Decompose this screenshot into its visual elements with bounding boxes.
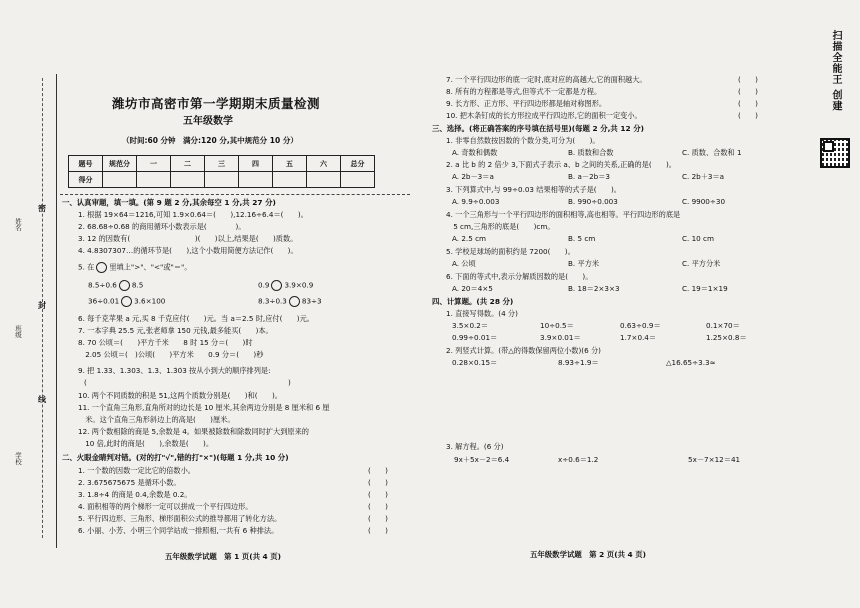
score-header-cell: 五	[273, 156, 307, 172]
question-7: 7. 一本字典 25.5 元,张老师拿 150 元钱,最多能买( )本。	[78, 326, 273, 335]
calc-1-title: 1. 直接写得数。(4 分)	[446, 309, 518, 318]
choice-option: A. 公顷	[452, 259, 476, 268]
choice-option: C. 19＝1×19	[682, 284, 728, 293]
score-entry-cell	[205, 172, 239, 188]
judge-3: 3. 1.8÷4 的商是 0.4,余数是 0.2。	[78, 490, 192, 499]
question-5-prefix: 5. 在	[78, 262, 95, 272]
score-entry-cell	[137, 172, 171, 188]
judge-paren[interactable]: ( )	[368, 466, 388, 475]
judge-9: 9. 长方形、正方形、平行四边形都是轴对称图形。	[446, 99, 607, 108]
score-header-cell: 二	[171, 156, 205, 172]
calc-2-title: 2. 列竖式计算。(带△的得数保留两位小数)(6 分)	[446, 346, 601, 355]
choice-option: B. 990÷0.003	[568, 197, 618, 206]
choice-6: 6. 下面的等式中,表示分解质因数的是( )。	[446, 272, 593, 281]
score-entry-cell	[273, 172, 307, 188]
judge-paren[interactable]: ( )	[738, 87, 758, 96]
calc-item: 10÷0.5＝	[540, 321, 574, 330]
question-4: 4. 4.8307307…的循环节是( ),这个小数用简便方法记作( )。	[78, 246, 298, 255]
right-footer: 五年级数学试题 第 2 页(共 4 页)	[530, 550, 647, 559]
question-3: 3. 12 的因数有( )( )以上,结果是( )质数。	[78, 234, 298, 243]
calc-item: 1.25×0.8＝	[706, 333, 747, 342]
score-table	[68, 155, 375, 188]
equation-item: 9x＋5x－2＝6.4	[454, 455, 510, 464]
choice-option: A. 9.9÷0.003	[452, 197, 500, 206]
compare-row-2-left	[88, 296, 165, 307]
binding-line	[42, 78, 43, 538]
exam-subtitle: 五年级数学	[183, 116, 233, 127]
choice-4: 4. 一个三角形与一个平行四边形的面积相等,高也相等。平行四边形的底是	[446, 210, 681, 219]
judge-paren[interactable]: ( )	[738, 99, 758, 108]
judge-1: 1. 一个数的因数一定比它的倍数小。	[78, 466, 195, 475]
choice-3: 3. 下列算式中,与 99÷0.03 结果相等的式子是( )。	[446, 185, 621, 194]
judge-7: 7. 一个平行四边形的底一定时,底对应的高越大,它的面积越大。	[446, 75, 647, 84]
scanner-brand-text: 扫描全能王 创建	[830, 30, 841, 112]
score-header-cell: 总分	[341, 156, 375, 172]
compare-circle-icon[interactable]	[289, 296, 300, 307]
calc-item: 1.7×0.4＝	[620, 333, 657, 342]
compare-expr: 0.9	[258, 280, 270, 290]
choice-4-cont: 5 cm,三角形的底是( )cm。	[446, 222, 555, 231]
choice-option: A. 2.5 cm	[452, 234, 487, 243]
judge-10: 10. 把木条钉成的长方形拉成平行四边形,它的面积一定变小。	[446, 111, 642, 120]
section2-title: 二、火眼金睛判对错。(对的打"√",错的打"×")(每题 1 分,共 10 分)	[62, 453, 289, 462]
score-header-cell: 三	[205, 156, 239, 172]
class-label: 班级	[14, 325, 22, 338]
choice-option: A. 20＝4×5	[452, 284, 493, 293]
question-11: 11. 一个直角三角形,直角所对的边长是 10 厘米,其余两边分别是 8 厘米和 6 厘	[78, 403, 330, 412]
name-label: 姓名	[14, 218, 22, 231]
choice-option: C. 质数、合数和 1	[682, 148, 742, 157]
choice-option: B. 平方米	[568, 259, 600, 268]
margin-rule	[56, 74, 57, 548]
judge-paren[interactable]: ( )	[368, 478, 388, 487]
binding-feng: 封	[38, 301, 46, 310]
score-header-cell: 规范分	[103, 156, 137, 172]
section4-title: 四、计算题。(共 28 分)	[432, 297, 514, 306]
choice-option: C. 9900÷30	[682, 197, 726, 206]
compare-expr: 8.5÷0.6	[88, 280, 117, 290]
header-divider	[60, 194, 410, 195]
choice-1: 1. 非零自然数按因数的个数分类,可分为( )。	[446, 136, 600, 145]
judge-paren[interactable]: ( )	[368, 502, 388, 511]
school-label: 学校	[14, 452, 22, 465]
choice-2: 2. a 比 b 的 2 倍少 3,下面式子表示 a、b 之间的关系,正确的是( )。	[446, 160, 676, 169]
compare-expr: 8.5	[131, 280, 144, 290]
score-entry-cell	[307, 172, 341, 188]
compare-row-1-right	[258, 280, 313, 291]
equation-item: x÷0.6＝1.2	[558, 455, 599, 464]
judge-paren[interactable]: ( )	[738, 75, 758, 84]
calc-item: 8.93÷1.9＝	[558, 358, 599, 367]
compare-expr: 36÷0.01	[88, 296, 120, 306]
compare-row-2-right	[258, 296, 322, 307]
question-2: 2. 68.68÷0.68 的商用循环小数表示是( )。	[78, 222, 246, 231]
question-8a: 8. 70 公顷＝( )平方千米 8 时 15 分＝( )时	[78, 338, 253, 347]
score-header-cell: 一	[137, 156, 171, 172]
question-1: 1. 根据 19×64＝1216,可知 1.9×0.64＝( ),12.16÷6.4＝( )。	[78, 210, 308, 219]
calc-item: △16.65÷3.3≈	[666, 358, 716, 367]
judge-6: 6. 小丽、小芳、小明三个同学站成一排照相,一共有 6 种排法。	[78, 526, 279, 535]
judge-paren[interactable]: ( )	[368, 514, 388, 523]
choice-option: B. a－2b＝3	[568, 172, 610, 181]
section1-title: 一、认真审题，填一填。(第 9 题 2 分,其余每空 1 分,共 27 分)	[62, 198, 276, 207]
compare-circle-icon[interactable]	[121, 296, 132, 307]
judge-4: 4. 面积相等的两个梯形一定可以拼成一个平行四边形。	[78, 502, 253, 511]
qr-code-icon	[820, 138, 850, 168]
question-10: 10. 两个不同质数的积是 51,这两个质数分别是( )和( )。	[78, 391, 282, 400]
score-entry-cell	[171, 172, 205, 188]
calc-item: 0.1×70＝	[706, 321, 740, 330]
left-footer: 五年级数学试题 第 1 页(共 4 页)	[165, 552, 282, 561]
exam-title: 潍坊市高密市第一学期期末质量检测	[112, 96, 321, 111]
compare-circle-icon	[96, 262, 107, 273]
judge-8: 8. 所有的方程都是等式,但等式不一定都是方程。	[446, 87, 602, 96]
score-label-cell: 得分	[69, 172, 103, 188]
calc-item: 0.63÷0.9＝	[620, 321, 661, 330]
choice-option: B. 质数和合数	[568, 148, 614, 157]
score-header-cell: 四	[239, 156, 273, 172]
question-8b: 2.05 公顷＝( )公顷( )平方米 0.9 分＝( )秒	[78, 350, 264, 359]
compare-circle-icon[interactable]	[119, 280, 130, 291]
choice-option: B. 18＝2×3×3	[568, 284, 620, 293]
binding-mi: 密	[38, 204, 46, 213]
judge-paren[interactable]: ( )	[368, 526, 388, 535]
calc-item: 0.99÷0.01＝	[452, 333, 498, 342]
compare-circle-icon[interactable]	[271, 280, 282, 291]
choice-option: A. 2b－3＝a	[452, 172, 494, 181]
question-9: 9. 把 1.33、1.303、1.3、1.3̇0̇3 按从小到大的顺序排列是:	[78, 366, 271, 375]
question-9-answer: ( )	[84, 378, 291, 387]
choice-option: C. 10 cm	[682, 234, 714, 243]
choice-option: A. 奇数和偶数	[452, 148, 498, 157]
calc-item: 3.5×0.2＝	[452, 321, 489, 330]
question-5	[78, 262, 192, 273]
score-entry-cell	[239, 172, 273, 188]
equation-item: 5x－7×12＝41	[688, 455, 741, 464]
compare-expr: 8.3÷0.3	[258, 296, 287, 306]
judge-paren[interactable]: ( )	[368, 490, 388, 499]
judge-5: 5. 平行四边形、三角形、梯形面积公式的推导都用了转化方法。	[78, 514, 282, 523]
question-12-cont: 10 倍,此时的商是( ),余数是( )。	[78, 439, 214, 448]
compare-expr: 3.6×100	[134, 296, 166, 306]
binding-xian: 线	[38, 395, 46, 404]
choice-option: C. 2b＋3＝a	[682, 172, 725, 181]
judge-2: 2. 3.675675675 是循环小数。	[78, 478, 181, 487]
question-12: 12. 两个数相除的商是 5,余数是 4。如果被除数和除数同时扩大到原来的	[78, 427, 309, 436]
choice-5: 5. 学校足球场的面积约是 7200( )。	[446, 247, 575, 256]
section3-title: 三、选择。(将正确答案的序号填在括号里)(每题 2 分,共 12 分)	[432, 124, 645, 133]
question-5-suffix: 里填上">"、"<"或"＝"。	[109, 262, 192, 272]
question-11-cont: 米。这个直角三角形斜边上的高是( )厘米。	[78, 415, 235, 424]
compare-expr: 83÷3	[301, 296, 322, 306]
score-header-cell: 题号	[69, 156, 103, 172]
exam-info: （时间:60 分钟 满分:120 分,其中规范分 10 分）	[122, 136, 298, 145]
compare-row-1-left	[88, 280, 143, 291]
score-header-cell: 六	[307, 156, 341, 172]
compare-expr: 3.9×0.9	[284, 280, 314, 290]
question-6: 6. 每千克苹果 a 元,买 8 千克应付( )元。当 a＝2.5 时,应付( )元。	[78, 314, 314, 323]
judge-paren[interactable]: ( )	[738, 111, 758, 120]
calc-item: 3.9×0.01＝	[540, 333, 581, 342]
choice-option: B. 5 cm	[568, 234, 596, 243]
score-entry-cell	[341, 172, 375, 188]
calc-item: 0.28×0.15＝	[452, 358, 498, 367]
choice-option: C. 平方分米	[682, 259, 721, 268]
score-entry-cell	[103, 172, 137, 188]
calc-3-title: 3. 解方程。(6 分)	[446, 442, 504, 451]
